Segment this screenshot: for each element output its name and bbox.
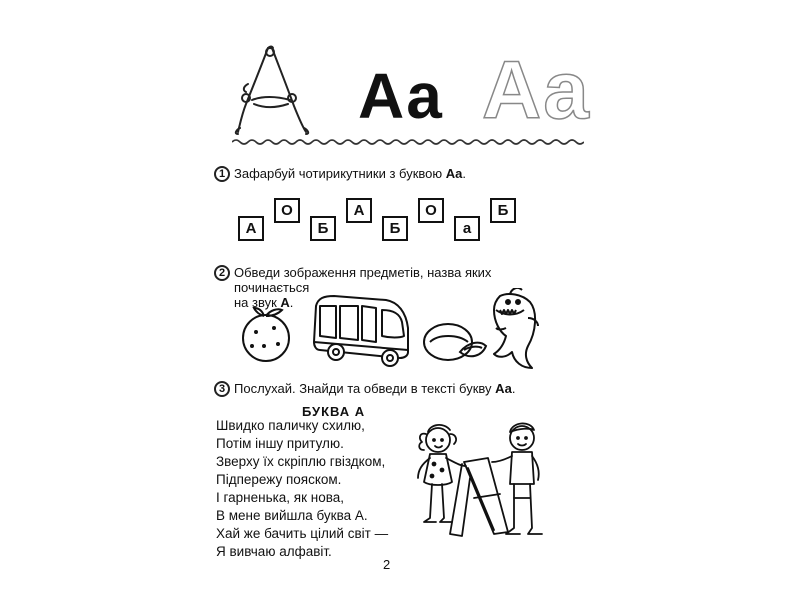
page-number: 2 [383, 557, 391, 572]
task-1 [214, 166, 466, 182]
task-2-highlight: А [280, 295, 290, 310]
poem-line: Я вивчаю алфавіт. [216, 544, 332, 559]
task-2-suffix: . [289, 295, 294, 310]
task-3-suffix: . [511, 381, 516, 396]
task-2-line-1: Обведи зображення предметів, назва яких починається [234, 265, 492, 295]
task-3-text [234, 381, 516, 396]
poem-line: Хай же бачить цілий світ — [216, 526, 389, 541]
task-2-number: 2 [214, 265, 230, 281]
poem-line: Швидко паличку схилю, [216, 418, 365, 433]
poem-line: Підпережу пояском. [216, 472, 342, 487]
task-3-instruction: Послухай. Знайди та обведи в тексті букву [234, 381, 496, 396]
acrobat-letter-a-illustration [232, 44, 312, 136]
poem-line: Зверху їх скріплю гвіздком, [216, 454, 386, 469]
letter-box[interactable]: О [418, 198, 444, 223]
letter-box[interactable]: Б [310, 216, 336, 241]
letter-aa-trace [482, 45, 591, 136]
letter-box[interactable]: а [454, 216, 480, 241]
task-1-suffix: . [462, 166, 467, 181]
task-1-number: 1 [214, 166, 230, 182]
children-building-letter-illustration [404, 418, 552, 546]
letter-aa-print: Aa [358, 60, 444, 132]
task-2-line-2-prefix: на звук [234, 295, 281, 310]
letter-box[interactable]: Б [490, 198, 516, 223]
letter-box[interactable]: Б [382, 216, 408, 241]
poem-line: В мене вийшла буква А. [216, 508, 368, 523]
letter-box[interactable]: А [238, 216, 264, 241]
task-3-highlight: Аа [495, 381, 512, 396]
letter-box[interactable]: О [274, 198, 300, 223]
orange-picture[interactable] [234, 306, 298, 364]
task-3 [214, 381, 516, 397]
shark-picture[interactable] [486, 288, 542, 372]
letter-box[interactable]: А [346, 198, 372, 223]
poem-line: І гарненька, як нова, [216, 490, 345, 505]
task-1-instruction: Зафарбуй чотирикутники з буквою [234, 166, 446, 181]
bus-picture[interactable] [308, 292, 412, 368]
melon-picture[interactable] [420, 316, 490, 366]
task-1-highlight: Aa [445, 166, 463, 181]
letter-aa-trace-text: Aa [482, 45, 591, 136]
task-3-number: 3 [214, 381, 230, 397]
poem-line: Потім іншу притулю. [216, 436, 344, 451]
poem-title: БУКВА А [302, 404, 366, 419]
task-1-text [234, 166, 466, 181]
decorative-separator [232, 137, 584, 147]
